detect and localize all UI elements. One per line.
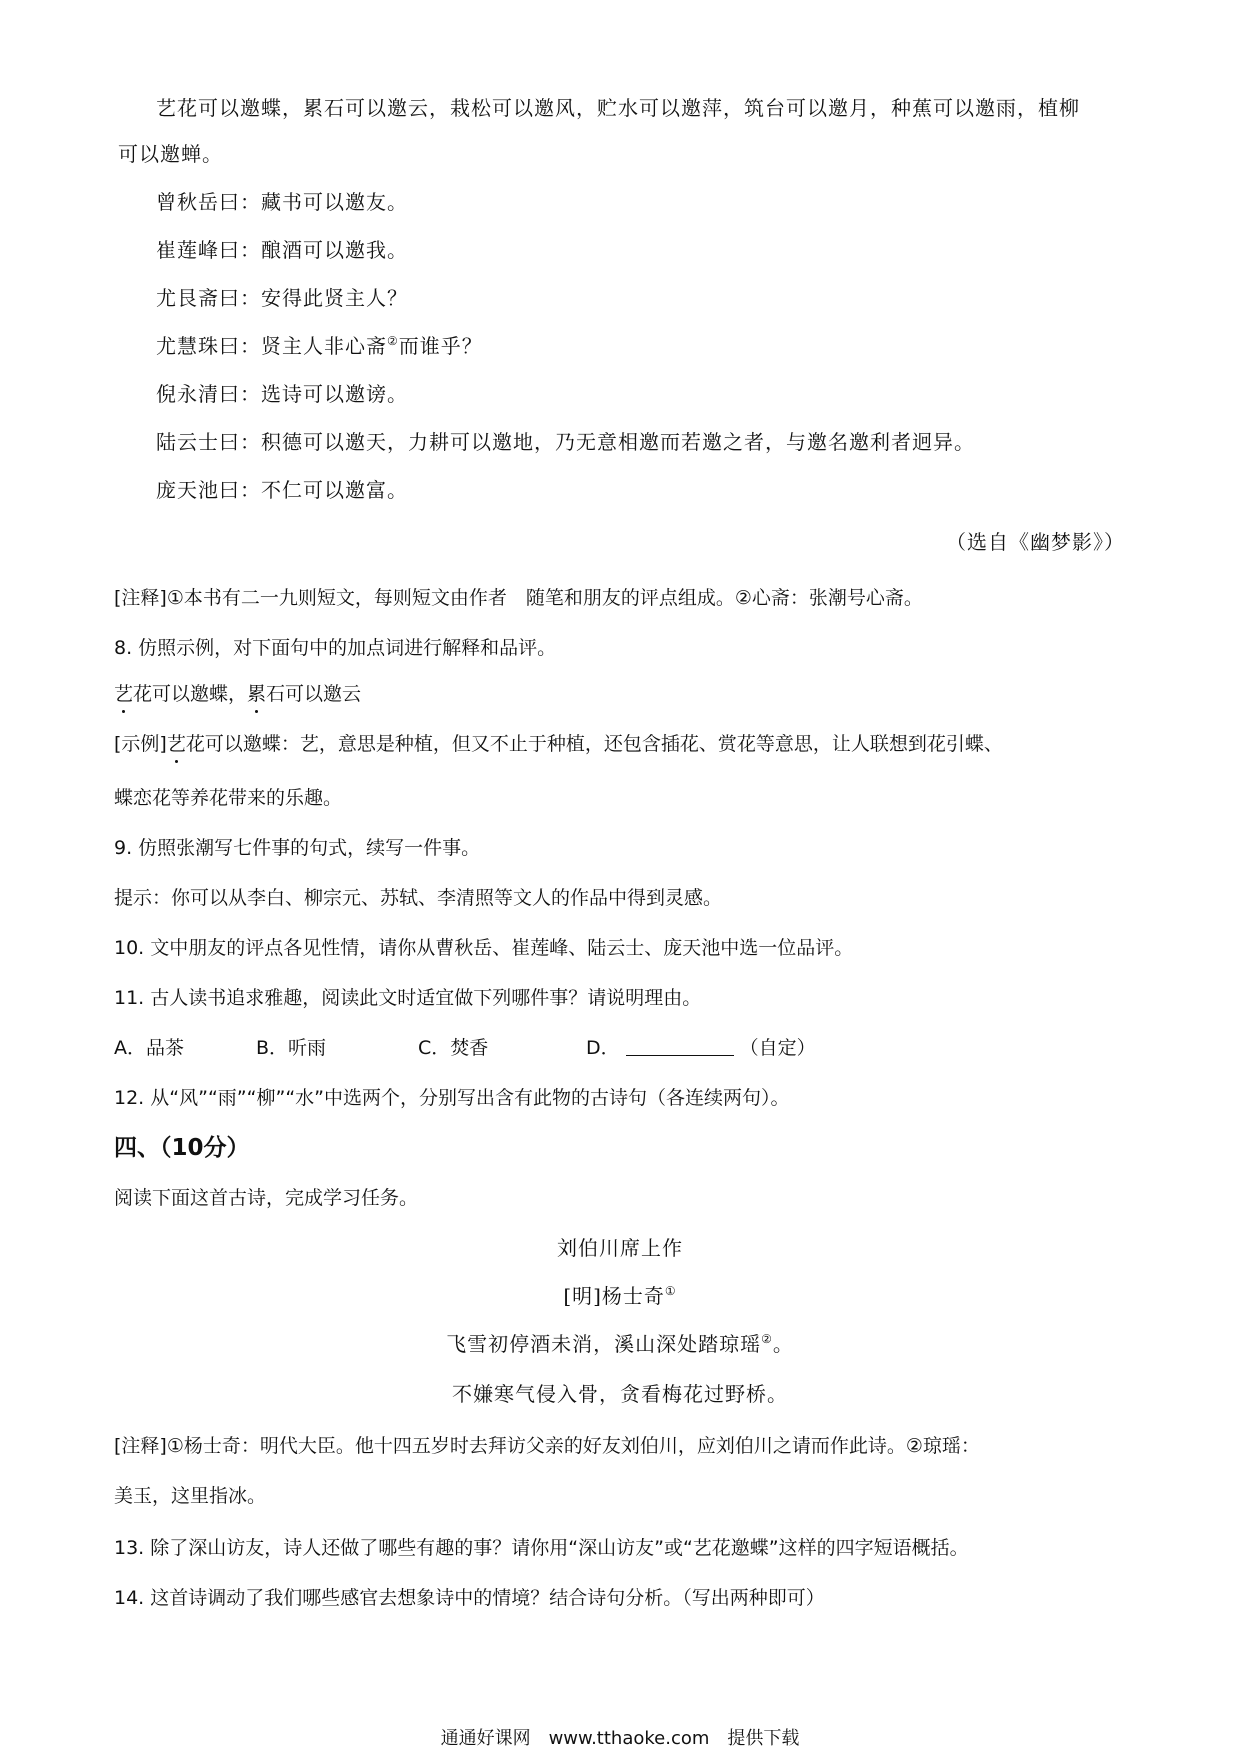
- option-a: A．品茶: [114, 1037, 184, 1059]
- comment-4: [156, 332, 483, 360]
- section-4-intro: 阅读下面这首古诗，完成学习任务。: [114, 1187, 419, 1209]
- comment-3: 尤艮斋曰：安得此贤主人？: [156, 286, 408, 310]
- footnote-marker: ②: [761, 1332, 773, 1346]
- sentence-part-a: 花可以邀蝶，: [133, 683, 248, 705]
- question-13: 13. 除了深山访友，诗人还做了哪些有趣的事？请你用“深山访友”或“艺花邀蝶”这样的四字短语概括。: [114, 1537, 969, 1559]
- footnote-marker: ②: [387, 334, 399, 348]
- answer-blank: [626, 1035, 734, 1056]
- poem-note-line-2: 美玉，这里指冰。: [114, 1485, 267, 1507]
- comment-1: 曾秋岳曰：藏书可以邀友。: [156, 190, 408, 214]
- poem-verse-1: [0, 1330, 1240, 1358]
- page-footer: 通通好课网 www.tthaoke.com 提供下载: [440, 1728, 800, 1749]
- comment-6: 陆云士曰：积德可以邀天，力耕可以邀地，乃无意相邀而若邀之者，与邀名邀利者迥异。: [156, 430, 975, 454]
- footnote-marker: ①: [664, 1284, 677, 1298]
- passage-line-2: 可以邀蝉。: [118, 142, 223, 166]
- option-d-label: D．: [586, 1037, 620, 1059]
- poem-author-name: [明]杨士奇: [563, 1284, 665, 1308]
- option-b: B．听雨: [256, 1037, 327, 1059]
- note-1: [注释]①本书有二一九则短文，每则短文由作者 随笔和朋友的评点组成。②心斋：张潮号心斋。: [114, 587, 923, 609]
- example-prefix: [示例]: [114, 733, 167, 755]
- dotted-word-example: 艺: [167, 730, 186, 758]
- question-14: 14. 这首诗调动了我们哪些感官去想象诗中的情境？结合诗句分析。（写出两种即可）: [114, 1587, 825, 1609]
- poem-author: [0, 1282, 1240, 1310]
- verse-1-text: 飞雪初停酒未消，溪山深处踏琼瑶: [446, 1332, 762, 1356]
- example-text: 花可以邀蝶：艺，意思是种植，但又不止于种植，还包含插花、赏花等意思，让人联想到花引蝶、: [185, 733, 1003, 755]
- question-11: 11. 古人读书追求雅趣，阅读此文时适宜做下列哪件事？请说明理由。: [114, 987, 702, 1009]
- dotted-word-yi: 艺: [114, 680, 133, 708]
- comment-4-tail: 而谁乎？: [398, 334, 483, 358]
- option-d: [586, 1034, 816, 1062]
- question-8: 8. 仿照示例，对下面句中的加点词进行解释和品评。: [114, 637, 557, 659]
- dotted-word-lei: 累: [247, 680, 266, 708]
- question-8-example-line-2: 蝶恋花等养花带来的乐趣。: [114, 787, 343, 809]
- passage-source: （选自《幽梦影》）: [946, 530, 1125, 554]
- option-c: C．焚香: [418, 1037, 489, 1059]
- option-d-tail: （自定）: [739, 1037, 816, 1059]
- comment-4-text: 尤慧珠曰：贤主人非心斋: [156, 334, 387, 358]
- question-8-example: [114, 730, 1003, 758]
- verse-1-end: 。: [772, 1332, 794, 1356]
- question-8-sentence: [114, 680, 361, 708]
- question-9: 9. 仿照张潮写七件事的句式，续写一件事。: [114, 837, 481, 859]
- question-9-hint: 提示：你可以从李白、柳宗元、苏轼、李清照等文人的作品中得到灵感。: [114, 887, 723, 909]
- question-10: 10. 文中朋友的评点各见性情，请你从曹秋岳、崔莲峰、陆云士、庞天池中选一位品评。: [114, 937, 854, 959]
- comment-7: 庞天池曰：不仁可以邀富。: [156, 478, 408, 502]
- section-4-heading: 四、（10分）: [114, 1135, 250, 1161]
- poem-note-line-1: [注释]①杨士奇：明代大臣。他十四五岁时去拜访父亲的好友刘伯川，应刘伯川之请而作此诗。②琼瑶：: [114, 1435, 980, 1457]
- comment-2: 崔莲峰曰：酿酒可以邀我。: [156, 238, 408, 262]
- comment-5: 倪永清曰：选诗可以邀谤。: [156, 382, 408, 406]
- question-12: 12. 从“风”“雨”“柳”“水”中选两个，分别写出含有此物的古诗句（各连续两句）。: [114, 1087, 790, 1109]
- sentence-part-b: 石可以邀云: [266, 683, 362, 705]
- passage-line-1: 艺花可以邀蝶，累石可以邀云，栽松可以邀风，贮水可以邀萍，筑台可以邀月，种蕉可以邀雨，植柳: [156, 96, 1080, 120]
- poem-verse-2: 不嫌寒气侵入骨，贪看梅花过野桥。: [452, 1382, 788, 1406]
- poem-title: 刘伯川席上作: [557, 1236, 683, 1260]
